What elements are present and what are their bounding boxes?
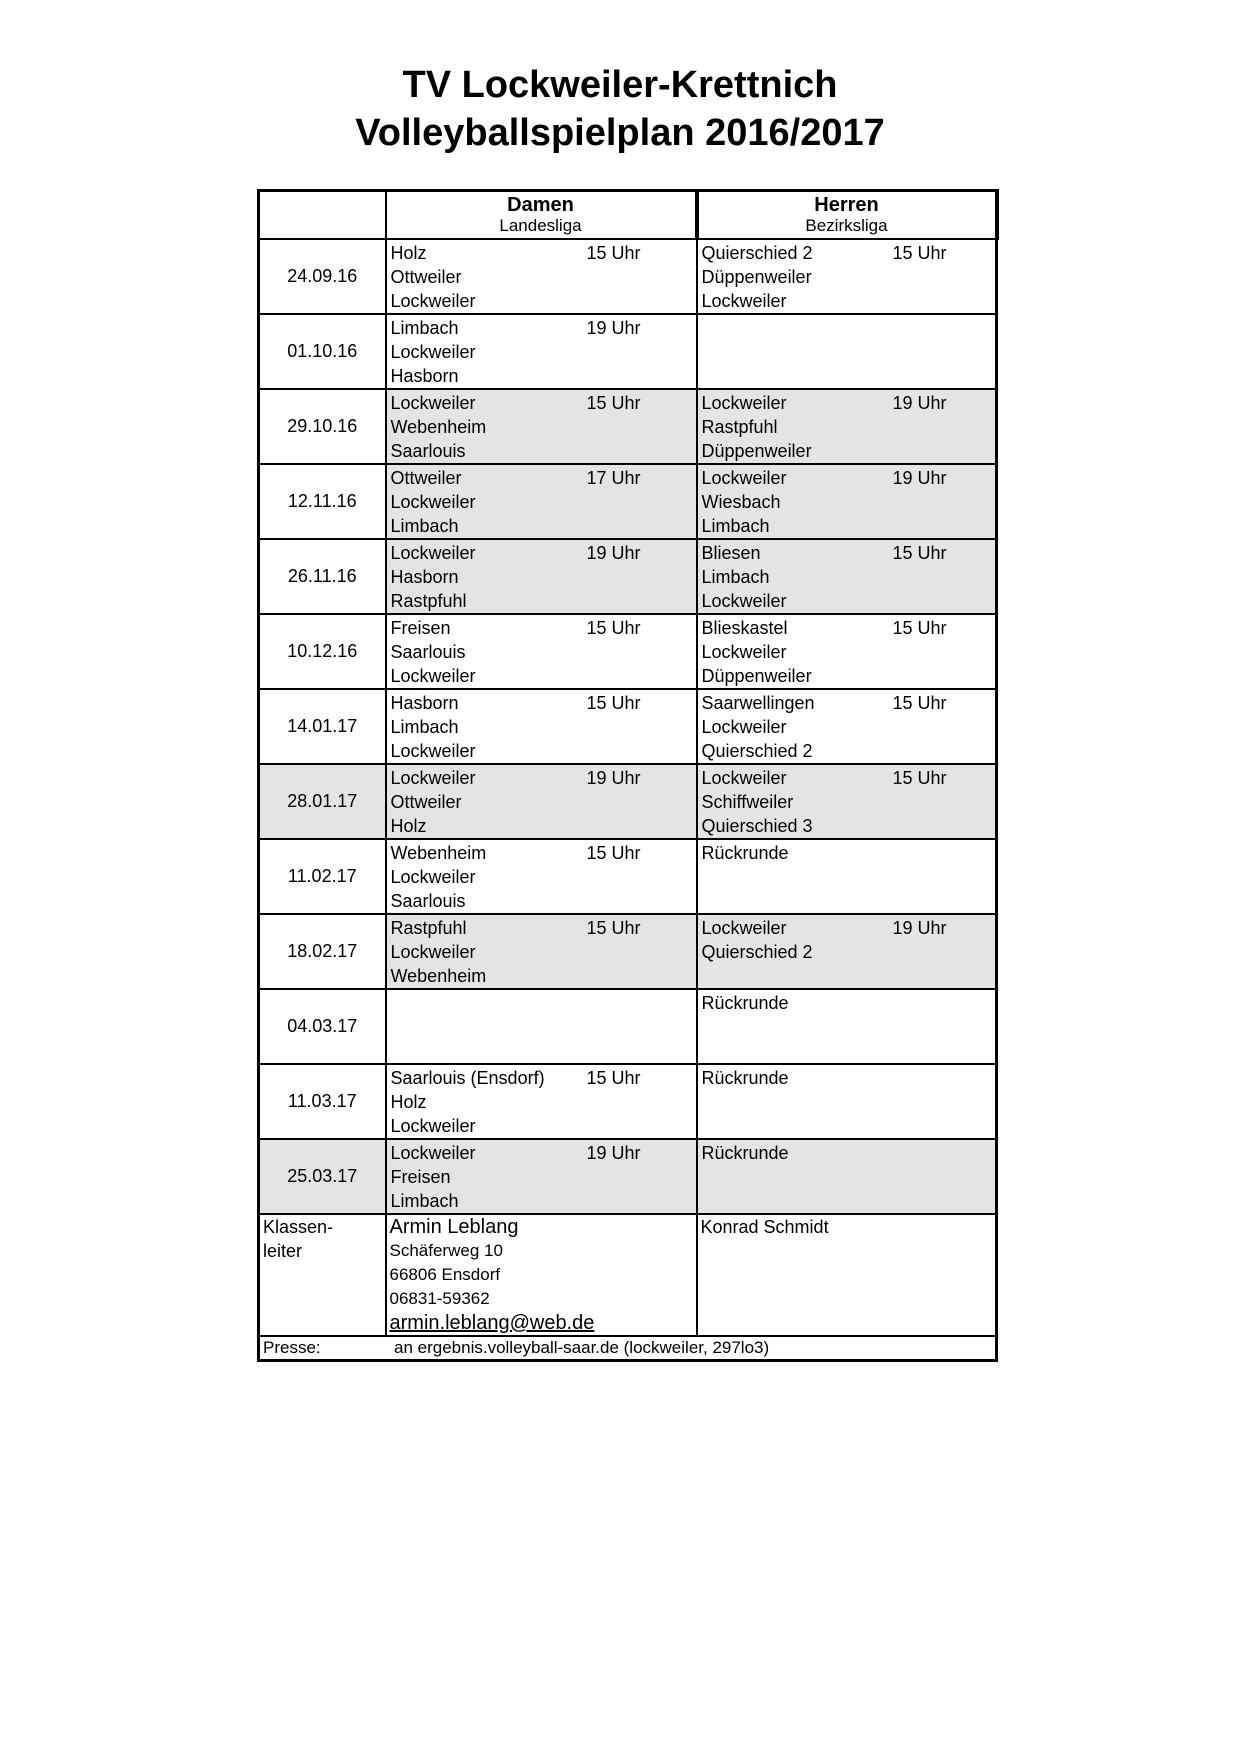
damen-team: Lockweiler [390, 1143, 476, 1163]
damen-team: Saarlouis [390, 642, 466, 662]
herren-team: Limbach [701, 567, 770, 587]
match-date: 11.02.17 [259, 839, 386, 914]
herren-match-time: 15 Uhr [892, 243, 947, 263]
damen-team: Lockweiler [390, 741, 476, 761]
damen-team: Lockweiler [390, 768, 476, 788]
herren-team: Rückrunde [701, 843, 789, 863]
herren-team: Lockweiler [701, 717, 787, 737]
herren-team: Quierschied 2 [701, 243, 813, 263]
herren-team: Rückrunde [701, 1143, 789, 1163]
herren-match-time: 19 Uhr [892, 468, 947, 488]
klassenleiter-row [259, 1214, 997, 1336]
klassenleiter-label-1: Klassen- [263, 1217, 334, 1237]
damen-team: Lockweiler [390, 666, 476, 686]
damen-team: Hasborn [390, 366, 459, 386]
herren-team [702, 1039, 996, 1063]
damen-team: Hasborn [390, 693, 459, 713]
match-row [259, 464, 997, 539]
herren-match-cell [697, 989, 997, 1064]
match-date: 26.11.16 [259, 539, 386, 614]
herren-match-cell [697, 914, 997, 989]
match-row [259, 989, 997, 1064]
damen-team: Lockweiler [390, 1116, 476, 1136]
damen-match-cell [386, 614, 697, 689]
damen-team: Holz [390, 816, 427, 836]
presse-label: Presse: [263, 1338, 321, 1357]
damen-match-time: 15 Uhr [586, 243, 641, 263]
match-date: 01.10.16 [259, 314, 386, 389]
herren-match-time: 19 Uhr [892, 918, 947, 938]
herren-team [702, 340, 996, 364]
herren-leader-name: Konrad Schmidt [700, 1217, 829, 1237]
match-row [259, 839, 997, 914]
damen-match-cell [386, 839, 697, 914]
damen-team: Lockweiler [390, 393, 476, 413]
match-row [259, 239, 997, 314]
damen-team: Rastpfuhl [390, 918, 467, 938]
herren-team: Rastpfuhl [701, 417, 778, 437]
herren-team: Lockweiler [701, 591, 787, 611]
damen-team: Ottweiler [390, 267, 462, 287]
match-date: 12.11.16 [259, 464, 386, 539]
herren-team: Düppenweiler [701, 666, 812, 686]
damen-match-cell [386, 689, 697, 764]
damen-team: Hasborn [390, 567, 459, 587]
damen-heading: Damen [507, 194, 574, 216]
match-row [259, 614, 997, 689]
damen-team: Saarlouis (Ensdorf) [390, 1068, 545, 1088]
header-row [259, 191, 997, 240]
damen-team: Limbach [390, 516, 459, 536]
match-date: 14.01.17 [259, 689, 386, 764]
herren-team [702, 1090, 996, 1114]
match-row [259, 314, 997, 389]
herren-match-cell [697, 689, 997, 764]
herren-team: Blieskastel [701, 618, 788, 638]
match-date: 24.09.16 [259, 239, 386, 314]
damen-match-cell [386, 314, 697, 389]
herren-team: Wiesbach [701, 492, 781, 512]
damen-leader-email-link[interactable]: armin.leblang@web.de [389, 1312, 595, 1334]
herren-team: Saarwellingen [701, 693, 815, 713]
presse-row [259, 1336, 997, 1361]
herren-team [702, 964, 996, 988]
damen-match-time: 15 Uhr [586, 1068, 641, 1088]
herren-team: Quierschied 2 [701, 942, 813, 962]
herren-team [702, 1165, 996, 1189]
damen-team: Lockweiler [390, 492, 476, 512]
match-date: 29.10.16 [259, 389, 386, 464]
header-damen [386, 191, 697, 240]
herren-team [702, 1189, 996, 1213]
match-row [259, 764, 997, 839]
damen-team: Limbach [390, 318, 459, 338]
damen-match-cell [386, 914, 697, 989]
match-row [259, 539, 997, 614]
damen-team: Lockweiler [390, 291, 476, 311]
herren-team: Schiffweiler [701, 792, 794, 812]
herren-team [702, 364, 996, 388]
herren-team: Limbach [701, 516, 770, 536]
damen-match-time: 15 Uhr [586, 393, 641, 413]
herren-match-time: 15 Uhr [892, 693, 947, 713]
damen-leader-name: Armin Leblang [389, 1216, 519, 1238]
herren-league: Bezirksliga [805, 216, 888, 235]
schedule-table [257, 189, 999, 1362]
damen-team: Holz [390, 1092, 427, 1112]
damen-leader-city: 66806 Ensdorf [389, 1265, 501, 1284]
herren-match-cell [697, 539, 997, 614]
damen-team: Lockweiler [390, 942, 476, 962]
herren-team: Rückrunde [701, 993, 789, 1013]
damen-leader-street: Schäferweg 10 [389, 1241, 503, 1260]
damen-team [391, 1039, 696, 1063]
match-row [259, 1139, 997, 1214]
herren-team: Lockweiler [701, 768, 787, 788]
herren-team [702, 865, 996, 889]
herren-match-time: 15 Uhr [892, 543, 947, 563]
damen-team: Freisen [390, 1167, 451, 1187]
presse-cell [259, 1336, 997, 1361]
match-row [259, 1064, 997, 1139]
herren-match-time: 19 Uhr [892, 393, 947, 413]
herren-match-time: 15 Uhr [892, 618, 947, 638]
damen-match-time: 19 Uhr [586, 1143, 641, 1163]
damen-team: Ottweiler [390, 792, 462, 812]
damen-match-time: 19 Uhr [586, 543, 641, 563]
damen-team: Saarlouis [390, 441, 466, 461]
damen-match-cell [386, 389, 697, 464]
damen-match-cell [386, 989, 697, 1064]
damen-match-cell [386, 1139, 697, 1214]
herren-team [702, 1015, 996, 1039]
herren-team: Lockweiler [701, 468, 787, 488]
damen-team [391, 1015, 696, 1039]
damen-team [391, 991, 696, 1015]
herren-match-time: 15 Uhr [892, 768, 947, 788]
damen-team: Lockweiler [390, 543, 476, 563]
damen-team: Limbach [390, 717, 459, 737]
klassenleiter-herren [697, 1214, 997, 1336]
damen-match-cell [386, 239, 697, 314]
herren-team: Düppenweiler [701, 441, 812, 461]
damen-team: Rastpfuhl [390, 591, 467, 611]
herren-team [702, 316, 996, 340]
damen-league: Landesliga [499, 216, 582, 235]
damen-team: Freisen [390, 618, 451, 638]
klassenleiter-label-cell [259, 1214, 386, 1336]
damen-match-time: 15 Uhr [586, 843, 641, 863]
match-date: 10.12.16 [259, 614, 386, 689]
page-subtitle: Volleyballspielplan 2016/2017 [355, 112, 885, 154]
herren-match-cell [697, 464, 997, 539]
match-row [259, 689, 997, 764]
herren-match-cell [697, 839, 997, 914]
herren-match-cell [697, 314, 997, 389]
herren-team: Quierschied 2 [701, 741, 813, 761]
klassenleiter-label-2: leiter [263, 1241, 303, 1261]
herren-team [702, 889, 996, 913]
match-date: 11.03.17 [259, 1064, 386, 1139]
page-title: TV Lockweiler-Krettnich [402, 64, 838, 106]
header-herren [697, 191, 997, 240]
header-date-cell [259, 191, 386, 240]
herren-team: Lockweiler [701, 291, 787, 311]
damen-team: Limbach [390, 1191, 459, 1211]
damen-match-cell [386, 764, 697, 839]
herren-match-cell [697, 1139, 997, 1214]
herren-match-cell [697, 389, 997, 464]
match-date: 04.03.17 [259, 989, 386, 1064]
damen-team: Saarlouis [390, 891, 466, 911]
match-row [259, 389, 997, 464]
herren-match-cell [697, 1064, 997, 1139]
damen-match-time: 15 Uhr [586, 693, 641, 713]
damen-match-time: 19 Uhr [586, 318, 641, 338]
herren-match-cell [697, 764, 997, 839]
herren-team [702, 1114, 996, 1138]
herren-team: Bliesen [701, 543, 761, 563]
herren-team: Lockweiler [701, 642, 787, 662]
match-date: 28.01.17 [259, 764, 386, 839]
damen-team: Ottweiler [390, 468, 462, 488]
match-row [259, 914, 997, 989]
herren-team: Düppenweiler [701, 267, 812, 287]
damen-match-time: 19 Uhr [586, 768, 641, 788]
match-date: 18.02.17 [259, 914, 386, 989]
damen-match-time: 15 Uhr [586, 918, 641, 938]
herren-heading: Herren [814, 194, 879, 216]
damen-match-time: 17 Uhr [586, 468, 641, 488]
match-date: 25.03.17 [259, 1139, 386, 1214]
damen-match-cell [386, 464, 697, 539]
damen-team: Holz [390, 243, 427, 263]
herren-team: Quierschied 3 [701, 816, 813, 836]
damen-match-cell [386, 1064, 697, 1139]
damen-leader-phone: 06831-59362 [389, 1289, 490, 1308]
damen-team: Lockweiler [390, 867, 476, 887]
herren-team: Lockweiler [701, 918, 787, 938]
herren-team: Rückrunde [701, 1068, 789, 1088]
herren-match-cell [697, 239, 997, 314]
herren-match-cell [697, 614, 997, 689]
herren-team: Lockweiler [701, 393, 787, 413]
damen-match-time: 15 Uhr [586, 618, 641, 638]
damen-match-cell [386, 539, 697, 614]
damen-team: Lockweiler [390, 342, 476, 362]
damen-team: Webenheim [390, 843, 487, 863]
damen-team: Webenheim [390, 966, 487, 986]
presse-text: an ergebnis.volleyball-saar.de (lockweiler, 297lo3) [394, 1338, 770, 1357]
damen-team: Webenheim [390, 417, 487, 437]
klassenleiter-damen [386, 1214, 697, 1336]
